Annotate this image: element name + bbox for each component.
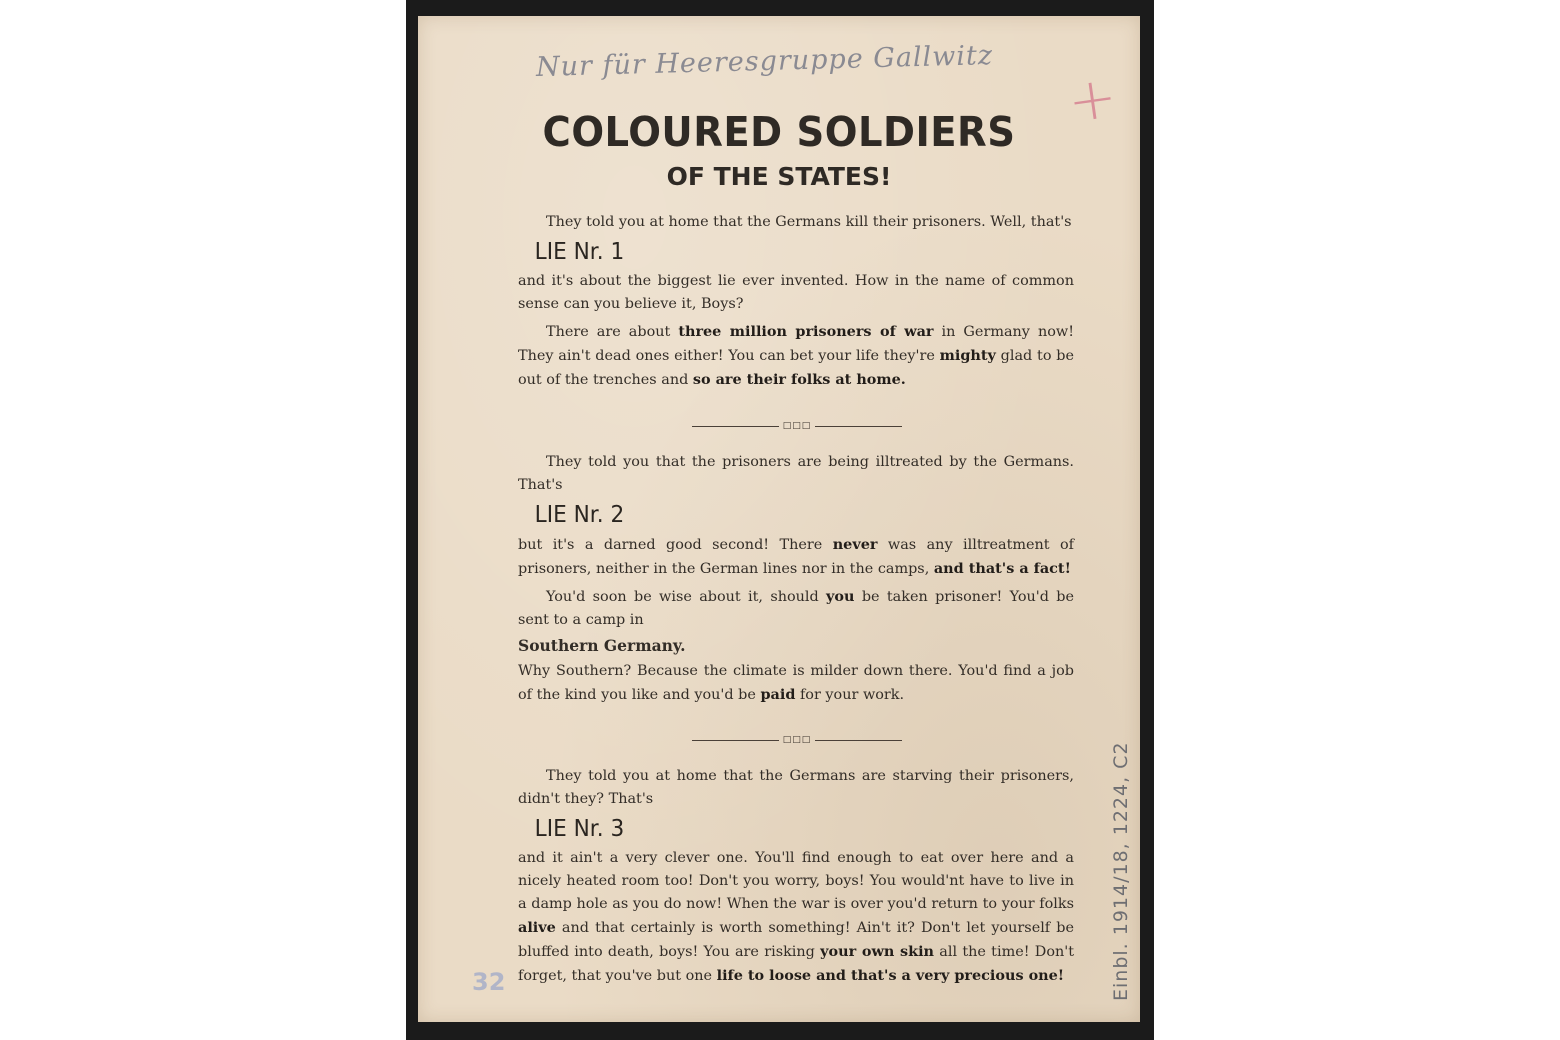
archive-shelfmark: Einbl. 1914/18, 1224, C2 [1110,741,1132,1001]
lie-1-heading: LIE Nr. 1 [534,239,625,265]
section-lie-2 [518,451,1074,707]
section-lie-1 [518,211,1074,392]
section-1-paragraph-2: There are about three million prisoners of war in Germany now! They ain't dead ones either! You can bet your life they're mighty glad to be out of the trenches and so are their folks at home. [518,323,1074,388]
section-1-intro: They told you at home that the Germans kill their prisoners. Well, that's [546,214,1072,230]
section-1-paragraph-1: and it's about the biggest lie ever invented. How in the name of common sense can you believe it, Boys? [518,273,1074,312]
section-3-paragraph-1: and it ain't a very clever one. You'll find enough to eat over here and a nicely heated room too! Don't you worry, boys! You would'nt have to live in a damp hole as you do now! When the war is over you'd return to your folks alive and that certainly is worth something! Ain't it? Don't let yourself be bluffed into death, boys! You are risking your own skin all the time! Don't forget, that you've but one life to loose and that's a very precious one! [518,850,1074,984]
section-2-intro: They told you that the prisoners are being illtreated by the Germans. That's [518,454,1074,493]
handwritten-note: Nur für Heeresgruppe Gallwitz [535,40,994,83]
section-lie-3 [518,765,1074,988]
page-subtitle: OF THE STATES! [666,162,892,191]
stamp-number: 32 [472,968,506,996]
section-2-paragraph-2: You'd soon be wise about it, should you be taken prisoner! You'd be sent to a camp in [518,588,1074,628]
lie-2-heading: LIE Nr. 2 [534,502,625,528]
section-3-intro: They told you at home that the Germans are starving their prisoners, didn't they? That's [518,768,1074,807]
section-2-paragraph-3: Why Southern? Because the climate is milder down there. You'd find a job of the kind you like and you'd be paid for your work. [518,663,1074,703]
section-divider-2: □□□ [692,734,902,746]
section-2-paragraph-1: but it's a darned good second! There never was any illtreatment of prisoners, neither in the German lines nor in the camps, and that's a fact! [518,536,1074,577]
southern-germany-heading: Southern Germany. [518,636,686,655]
lie-3-heading: LIE Nr. 3 [534,816,625,842]
page-title: COLOURED SOLDIERS [542,108,1016,156]
leaflet-page [418,16,1140,1022]
red-cross-mark: + [1063,61,1122,137]
section-divider-1: □□□ [692,420,902,432]
